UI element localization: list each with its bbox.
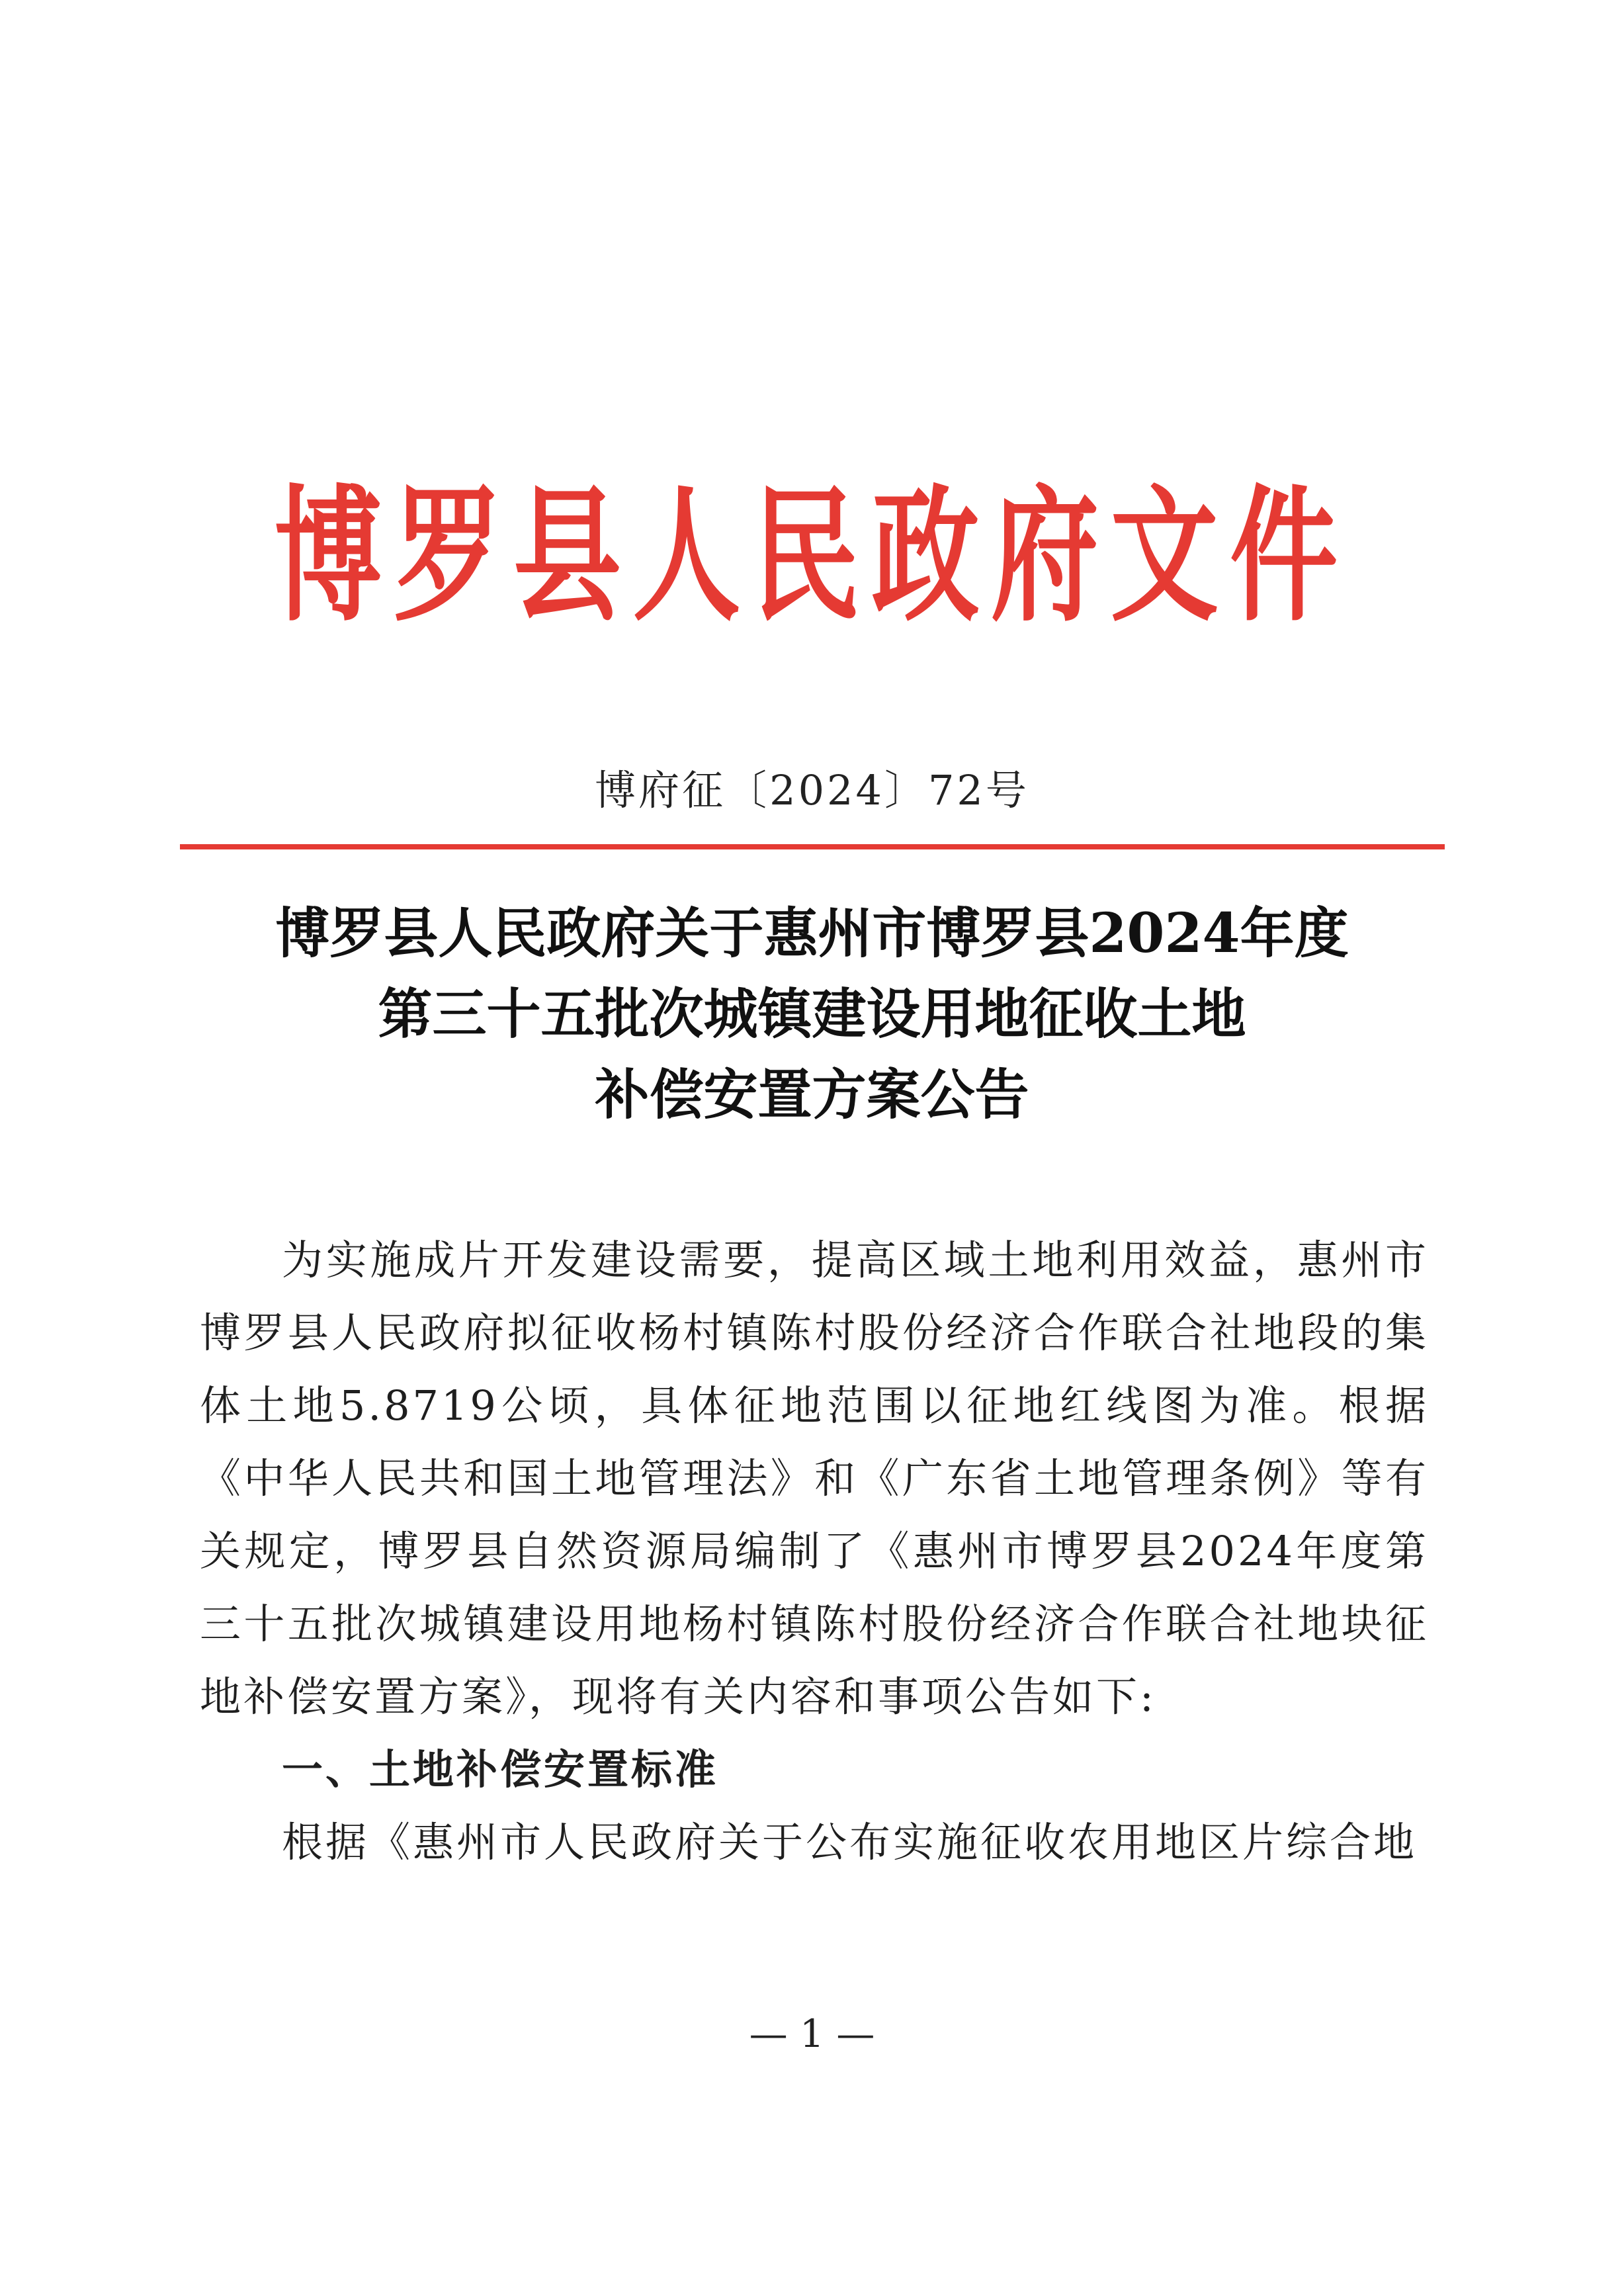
red-separator-line bbox=[180, 844, 1445, 849]
document-number: 博府征〔2024〕72号 bbox=[595, 766, 1029, 814]
body-paragraph-intro: 为实施成片开发建设需要，提高区域土地利用效益，惠州市博罗县人民政府拟征收杨村镇陈村股份经济合作联合社地段的集体土地5.8719公顷，具体征地范围以征地红线图为准。根据《中华人民共和国土地管理法》和《广东省土地管理条例》等有关规定，博罗县自然资源局编制了《惠州市博罗县2024年度第三十五批次城镇建设用地杨村镇陈村股份经济合作联合社地块征地补偿安置方案》，现将有关内容和事项公告如下: bbox=[200, 1236, 1429, 1721]
title-line-1: 博罗县人民政府关于惠州市博罗县2024年度 bbox=[275, 902, 1349, 965]
title-line-3: 补偿安置方案公告 bbox=[595, 1063, 1029, 1127]
document-body bbox=[200, 1224, 1429, 1879]
body-paragraph-basis: 根据《惠州市人民政府关于公布实施征收农用地区片综合地 bbox=[282, 1818, 1418, 1866]
page-number: — 1 — bbox=[749, 2011, 875, 2056]
masthead-title: 博罗县人民政府文件 bbox=[274, 470, 1349, 641]
title-line-2: 第三十五批次城镇建设用地征收土地 bbox=[378, 982, 1246, 1046]
section-heading-compensation-standard: 一、土地补偿安置标准 bbox=[282, 1745, 719, 1794]
announcement-title bbox=[146, 893, 1478, 1135]
